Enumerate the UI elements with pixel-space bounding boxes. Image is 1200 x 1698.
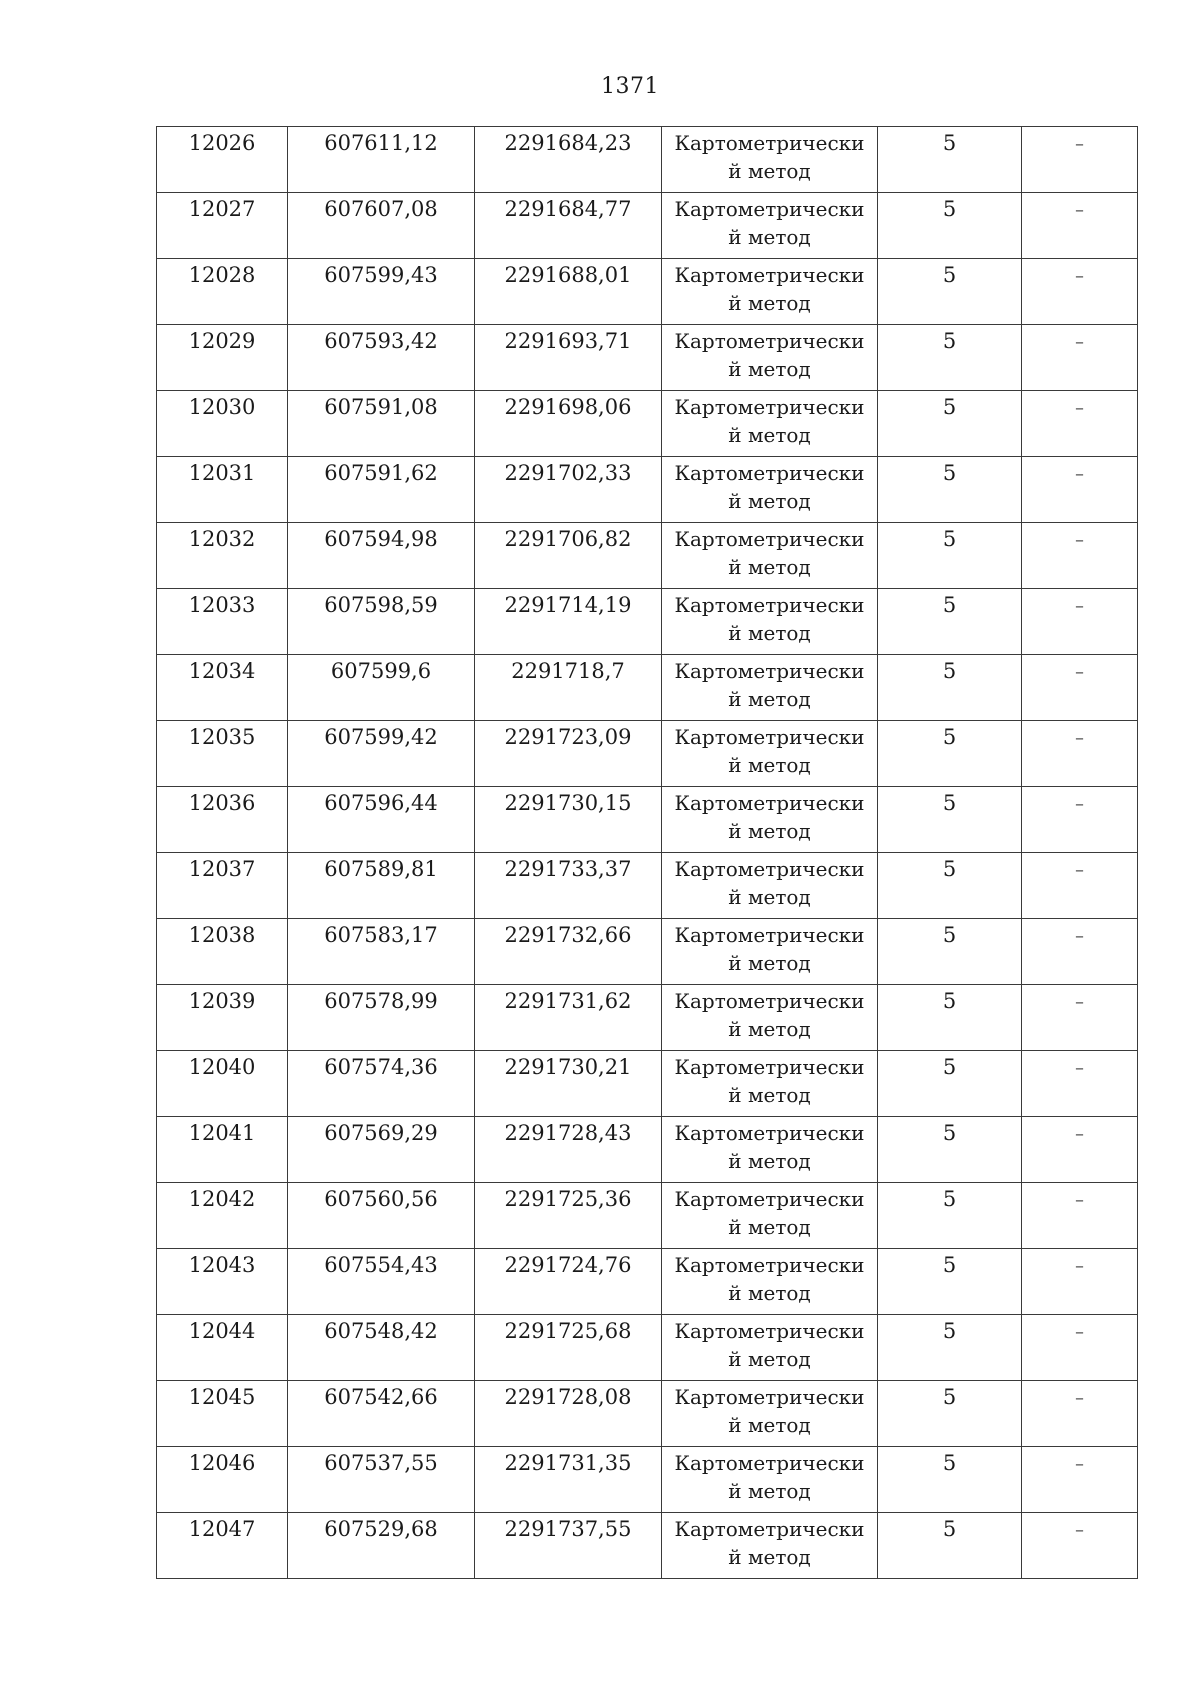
cell-note (1022, 787, 1138, 853)
cell-accuracy: 5 (878, 1513, 1022, 1579)
cell-y-coordinate: 2291702,33 (475, 457, 662, 523)
method-line-2: й метод (728, 159, 811, 183)
method-line-1: Картометрически (674, 1187, 865, 1211)
cell-accuracy: 5 (878, 1183, 1022, 1249)
cell-x-coordinate: 607591,62 (288, 457, 475, 523)
method-line-2: й метод (728, 885, 811, 909)
table-row (157, 919, 1138, 985)
cell-accuracy: 5 (878, 259, 1022, 325)
note-dash: – (1075, 794, 1084, 815)
cell-x-coordinate: 607599,43 (288, 259, 475, 325)
page-number: 1371 (601, 74, 659, 99)
cell-x-coordinate: 607578,99 (288, 985, 475, 1051)
table-row (157, 589, 1138, 655)
cell-point-id: 12035 (157, 721, 288, 787)
method-line-1: Картометрически (674, 989, 865, 1013)
cell-point-id: 12031 (157, 457, 288, 523)
table-row (157, 1249, 1138, 1315)
cell-y-coordinate: 2291684,77 (475, 193, 662, 259)
method-line-1: Картометрически (674, 1055, 865, 1079)
cell-x-coordinate: 607594,98 (288, 523, 475, 589)
cell-y-coordinate: 2291728,08 (475, 1381, 662, 1447)
cell-point-id: 12045 (157, 1381, 288, 1447)
table-row (157, 259, 1138, 325)
cell-accuracy: 5 (878, 919, 1022, 985)
cell-x-coordinate: 607611,12 (288, 127, 475, 193)
cell-x-coordinate: 607537,55 (288, 1447, 475, 1513)
cell-x-coordinate: 607607,08 (288, 193, 475, 259)
cell-method (662, 985, 878, 1051)
cell-y-coordinate: 2291730,21 (475, 1051, 662, 1117)
cell-accuracy: 5 (878, 655, 1022, 721)
cell-x-coordinate: 607560,56 (288, 1183, 475, 1249)
cell-point-id: 12026 (157, 127, 288, 193)
method-line-2: й метод (728, 951, 811, 975)
note-dash: – (1075, 1388, 1084, 1409)
cell-note (1022, 391, 1138, 457)
cell-method (662, 193, 878, 259)
table-row (157, 1381, 1138, 1447)
cell-y-coordinate: 2291688,01 (475, 259, 662, 325)
table-row (157, 1051, 1138, 1117)
note-dash: – (1075, 200, 1084, 221)
cell-accuracy: 5 (878, 853, 1022, 919)
cell-note (1022, 127, 1138, 193)
note-dash: – (1075, 662, 1084, 683)
cell-x-coordinate: 607599,42 (288, 721, 475, 787)
note-dash: – (1075, 530, 1084, 551)
cell-accuracy: 5 (878, 1381, 1022, 1447)
table-row (157, 457, 1138, 523)
table-row (157, 1117, 1138, 1183)
cell-note (1022, 1183, 1138, 1249)
cell-accuracy: 5 (878, 1117, 1022, 1183)
cell-y-coordinate: 2291698,06 (475, 391, 662, 457)
method-line-2: й метод (728, 621, 811, 645)
cell-note (1022, 853, 1138, 919)
cell-point-id: 12037 (157, 853, 288, 919)
method-line-2: й метод (728, 291, 811, 315)
cell-x-coordinate: 607596,44 (288, 787, 475, 853)
cell-method (662, 523, 878, 589)
cell-point-id: 12044 (157, 1315, 288, 1381)
cell-accuracy: 5 (878, 787, 1022, 853)
cell-point-id: 12030 (157, 391, 288, 457)
cell-x-coordinate: 607598,59 (288, 589, 475, 655)
cell-y-coordinate: 2291725,68 (475, 1315, 662, 1381)
cell-note (1022, 1315, 1138, 1381)
cell-x-coordinate: 607529,68 (288, 1513, 475, 1579)
method-line-2: й метод (728, 753, 811, 777)
note-dash: – (1075, 1454, 1084, 1475)
table-row (157, 391, 1138, 457)
cell-accuracy: 5 (878, 1315, 1022, 1381)
cell-y-coordinate: 2291731,35 (475, 1447, 662, 1513)
method-line-2: й метод (728, 423, 811, 447)
cell-point-id: 12028 (157, 259, 288, 325)
note-dash: – (1075, 926, 1084, 947)
cell-accuracy: 5 (878, 985, 1022, 1051)
method-line-2: й метод (728, 1083, 811, 1107)
cell-x-coordinate: 607574,36 (288, 1051, 475, 1117)
method-line-1: Картометрически (674, 329, 865, 353)
cell-note (1022, 721, 1138, 787)
cell-y-coordinate: 2291730,15 (475, 787, 662, 853)
cell-note (1022, 259, 1138, 325)
cell-note (1022, 523, 1138, 589)
cell-method (662, 1381, 878, 1447)
cell-point-id: 12043 (157, 1249, 288, 1315)
method-line-2: й метод (728, 555, 811, 579)
table-row (157, 1447, 1138, 1513)
cell-note (1022, 1447, 1138, 1513)
cell-note (1022, 1381, 1138, 1447)
method-line-1: Картометрически (674, 131, 865, 155)
method-line-1: Картометрически (674, 263, 865, 287)
cell-point-id: 12032 (157, 523, 288, 589)
table-row (157, 193, 1138, 259)
cell-y-coordinate: 2291714,19 (475, 589, 662, 655)
cell-accuracy: 5 (878, 391, 1022, 457)
cell-method (662, 325, 878, 391)
method-line-1: Картометрически (674, 197, 865, 221)
method-line-1: Картометрически (674, 527, 865, 551)
table-row (157, 655, 1138, 721)
method-line-1: Картометрически (674, 1253, 865, 1277)
cell-method (662, 1249, 878, 1315)
note-dash: – (1075, 1190, 1084, 1211)
table-row (157, 787, 1138, 853)
cell-method (662, 655, 878, 721)
cell-accuracy: 5 (878, 127, 1022, 193)
cell-y-coordinate: 2291732,66 (475, 919, 662, 985)
method-line-2: й метод (728, 1347, 811, 1371)
method-line-2: й метод (728, 687, 811, 711)
method-line-1: Картометрически (674, 791, 865, 815)
cell-x-coordinate: 607593,42 (288, 325, 475, 391)
cell-point-id: 12027 (157, 193, 288, 259)
note-dash: – (1075, 1058, 1084, 1079)
cell-note (1022, 1051, 1138, 1117)
method-line-1: Картометрически (674, 857, 865, 881)
cell-note (1022, 457, 1138, 523)
cell-x-coordinate: 607554,43 (288, 1249, 475, 1315)
note-dash: – (1075, 332, 1084, 353)
note-dash: – (1075, 398, 1084, 419)
cell-accuracy: 5 (878, 1249, 1022, 1315)
method-line-1: Картометрически (674, 1451, 865, 1475)
cell-method (662, 259, 878, 325)
note-dash: – (1075, 1256, 1084, 1277)
cell-method (662, 457, 878, 523)
note-dash: – (1075, 266, 1084, 287)
table-row (157, 1513, 1138, 1579)
cell-accuracy: 5 (878, 325, 1022, 391)
cell-point-id: 12033 (157, 589, 288, 655)
method-line-2: й метод (728, 225, 811, 249)
cell-point-id: 12038 (157, 919, 288, 985)
table-row (157, 523, 1138, 589)
cell-point-id: 12040 (157, 1051, 288, 1117)
table-row (157, 985, 1138, 1051)
cell-point-id: 12042 (157, 1183, 288, 1249)
cell-method (662, 787, 878, 853)
cell-method (662, 919, 878, 985)
cell-method (662, 721, 878, 787)
cell-point-id: 12034 (157, 655, 288, 721)
table-body (157, 127, 1138, 1579)
method-line-1: Картометрически (674, 725, 865, 749)
cell-y-coordinate: 2291706,82 (475, 523, 662, 589)
cell-point-id: 12029 (157, 325, 288, 391)
cell-y-coordinate: 2291724,76 (475, 1249, 662, 1315)
cell-x-coordinate: 607599,6 (288, 655, 475, 721)
table-row (157, 325, 1138, 391)
cell-x-coordinate: 607589,81 (288, 853, 475, 919)
cell-note (1022, 589, 1138, 655)
cell-point-id: 12039 (157, 985, 288, 1051)
cell-x-coordinate: 607569,29 (288, 1117, 475, 1183)
note-dash: – (1075, 134, 1084, 155)
note-dash: – (1075, 596, 1084, 617)
table-row (157, 721, 1138, 787)
cell-x-coordinate: 607583,17 (288, 919, 475, 985)
cell-method (662, 589, 878, 655)
table-row (157, 127, 1138, 193)
cell-method (662, 1051, 878, 1117)
cell-method (662, 1183, 878, 1249)
cell-point-id: 12036 (157, 787, 288, 853)
cell-accuracy: 5 (878, 1051, 1022, 1117)
method-line-1: Картометрически (674, 1385, 865, 1409)
cell-point-id: 12041 (157, 1117, 288, 1183)
cell-method (662, 853, 878, 919)
method-line-1: Картометрически (674, 593, 865, 617)
method-line-2: й метод (728, 357, 811, 381)
cell-method (662, 1315, 878, 1381)
method-line-2: й метод (728, 1281, 811, 1305)
cell-y-coordinate: 2291725,36 (475, 1183, 662, 1249)
table-row (157, 853, 1138, 919)
table-row (157, 1183, 1138, 1249)
cell-accuracy: 5 (878, 1447, 1022, 1513)
cell-point-id: 12046 (157, 1447, 288, 1513)
cell-method (662, 391, 878, 457)
method-line-2: й метод (728, 1017, 811, 1041)
method-line-1: Картометрически (674, 659, 865, 683)
cell-accuracy: 5 (878, 193, 1022, 259)
cell-accuracy: 5 (878, 523, 1022, 589)
cell-accuracy: 5 (878, 589, 1022, 655)
cell-y-coordinate: 2291731,62 (475, 985, 662, 1051)
method-line-2: й метод (728, 819, 811, 843)
note-dash: – (1075, 1124, 1084, 1145)
method-line-1: Картометрически (674, 923, 865, 947)
cell-note (1022, 325, 1138, 391)
cell-y-coordinate: 2291733,37 (475, 853, 662, 919)
cell-note (1022, 655, 1138, 721)
cell-accuracy: 5 (878, 721, 1022, 787)
method-line-1: Картометрически (674, 1319, 865, 1343)
cell-note (1022, 193, 1138, 259)
cell-method (662, 127, 878, 193)
method-line-2: й метод (728, 1215, 811, 1239)
method-line-1: Картометрически (674, 1121, 865, 1145)
note-dash: – (1075, 992, 1084, 1013)
cell-y-coordinate: 2291718,7 (475, 655, 662, 721)
cell-y-coordinate: 2291737,55 (475, 1513, 662, 1579)
cell-note (1022, 1513, 1138, 1579)
method-line-2: й метод (728, 1545, 811, 1569)
cell-y-coordinate: 2291684,23 (475, 127, 662, 193)
note-dash: – (1075, 860, 1084, 881)
table-row (157, 1315, 1138, 1381)
method-line-2: й метод (728, 1149, 811, 1173)
cell-note (1022, 1117, 1138, 1183)
note-dash: – (1075, 1322, 1084, 1343)
cell-note (1022, 919, 1138, 985)
cell-x-coordinate: 607542,66 (288, 1381, 475, 1447)
cell-point-id: 12047 (157, 1513, 288, 1579)
method-line-1: Картометрически (674, 1517, 865, 1541)
method-line-1: Картометрически (674, 461, 865, 485)
cell-x-coordinate: 607548,42 (288, 1315, 475, 1381)
cell-method (662, 1447, 878, 1513)
cell-y-coordinate: 2291693,71 (475, 325, 662, 391)
cell-note (1022, 1249, 1138, 1315)
cell-x-coordinate: 607591,08 (288, 391, 475, 457)
method-line-2: й метод (728, 1413, 811, 1437)
cell-method (662, 1117, 878, 1183)
note-dash: – (1075, 728, 1084, 749)
cell-accuracy: 5 (878, 457, 1022, 523)
cell-y-coordinate: 2291723,09 (475, 721, 662, 787)
cell-method (662, 1513, 878, 1579)
cell-note (1022, 985, 1138, 1051)
note-dash: – (1075, 1520, 1084, 1541)
method-line-1: Картометрически (674, 395, 865, 419)
cell-y-coordinate: 2291728,43 (475, 1117, 662, 1183)
method-line-2: й метод (728, 1479, 811, 1503)
note-dash: – (1075, 464, 1084, 485)
method-line-2: й метод (728, 489, 811, 513)
coordinates-table (156, 126, 1138, 1579)
